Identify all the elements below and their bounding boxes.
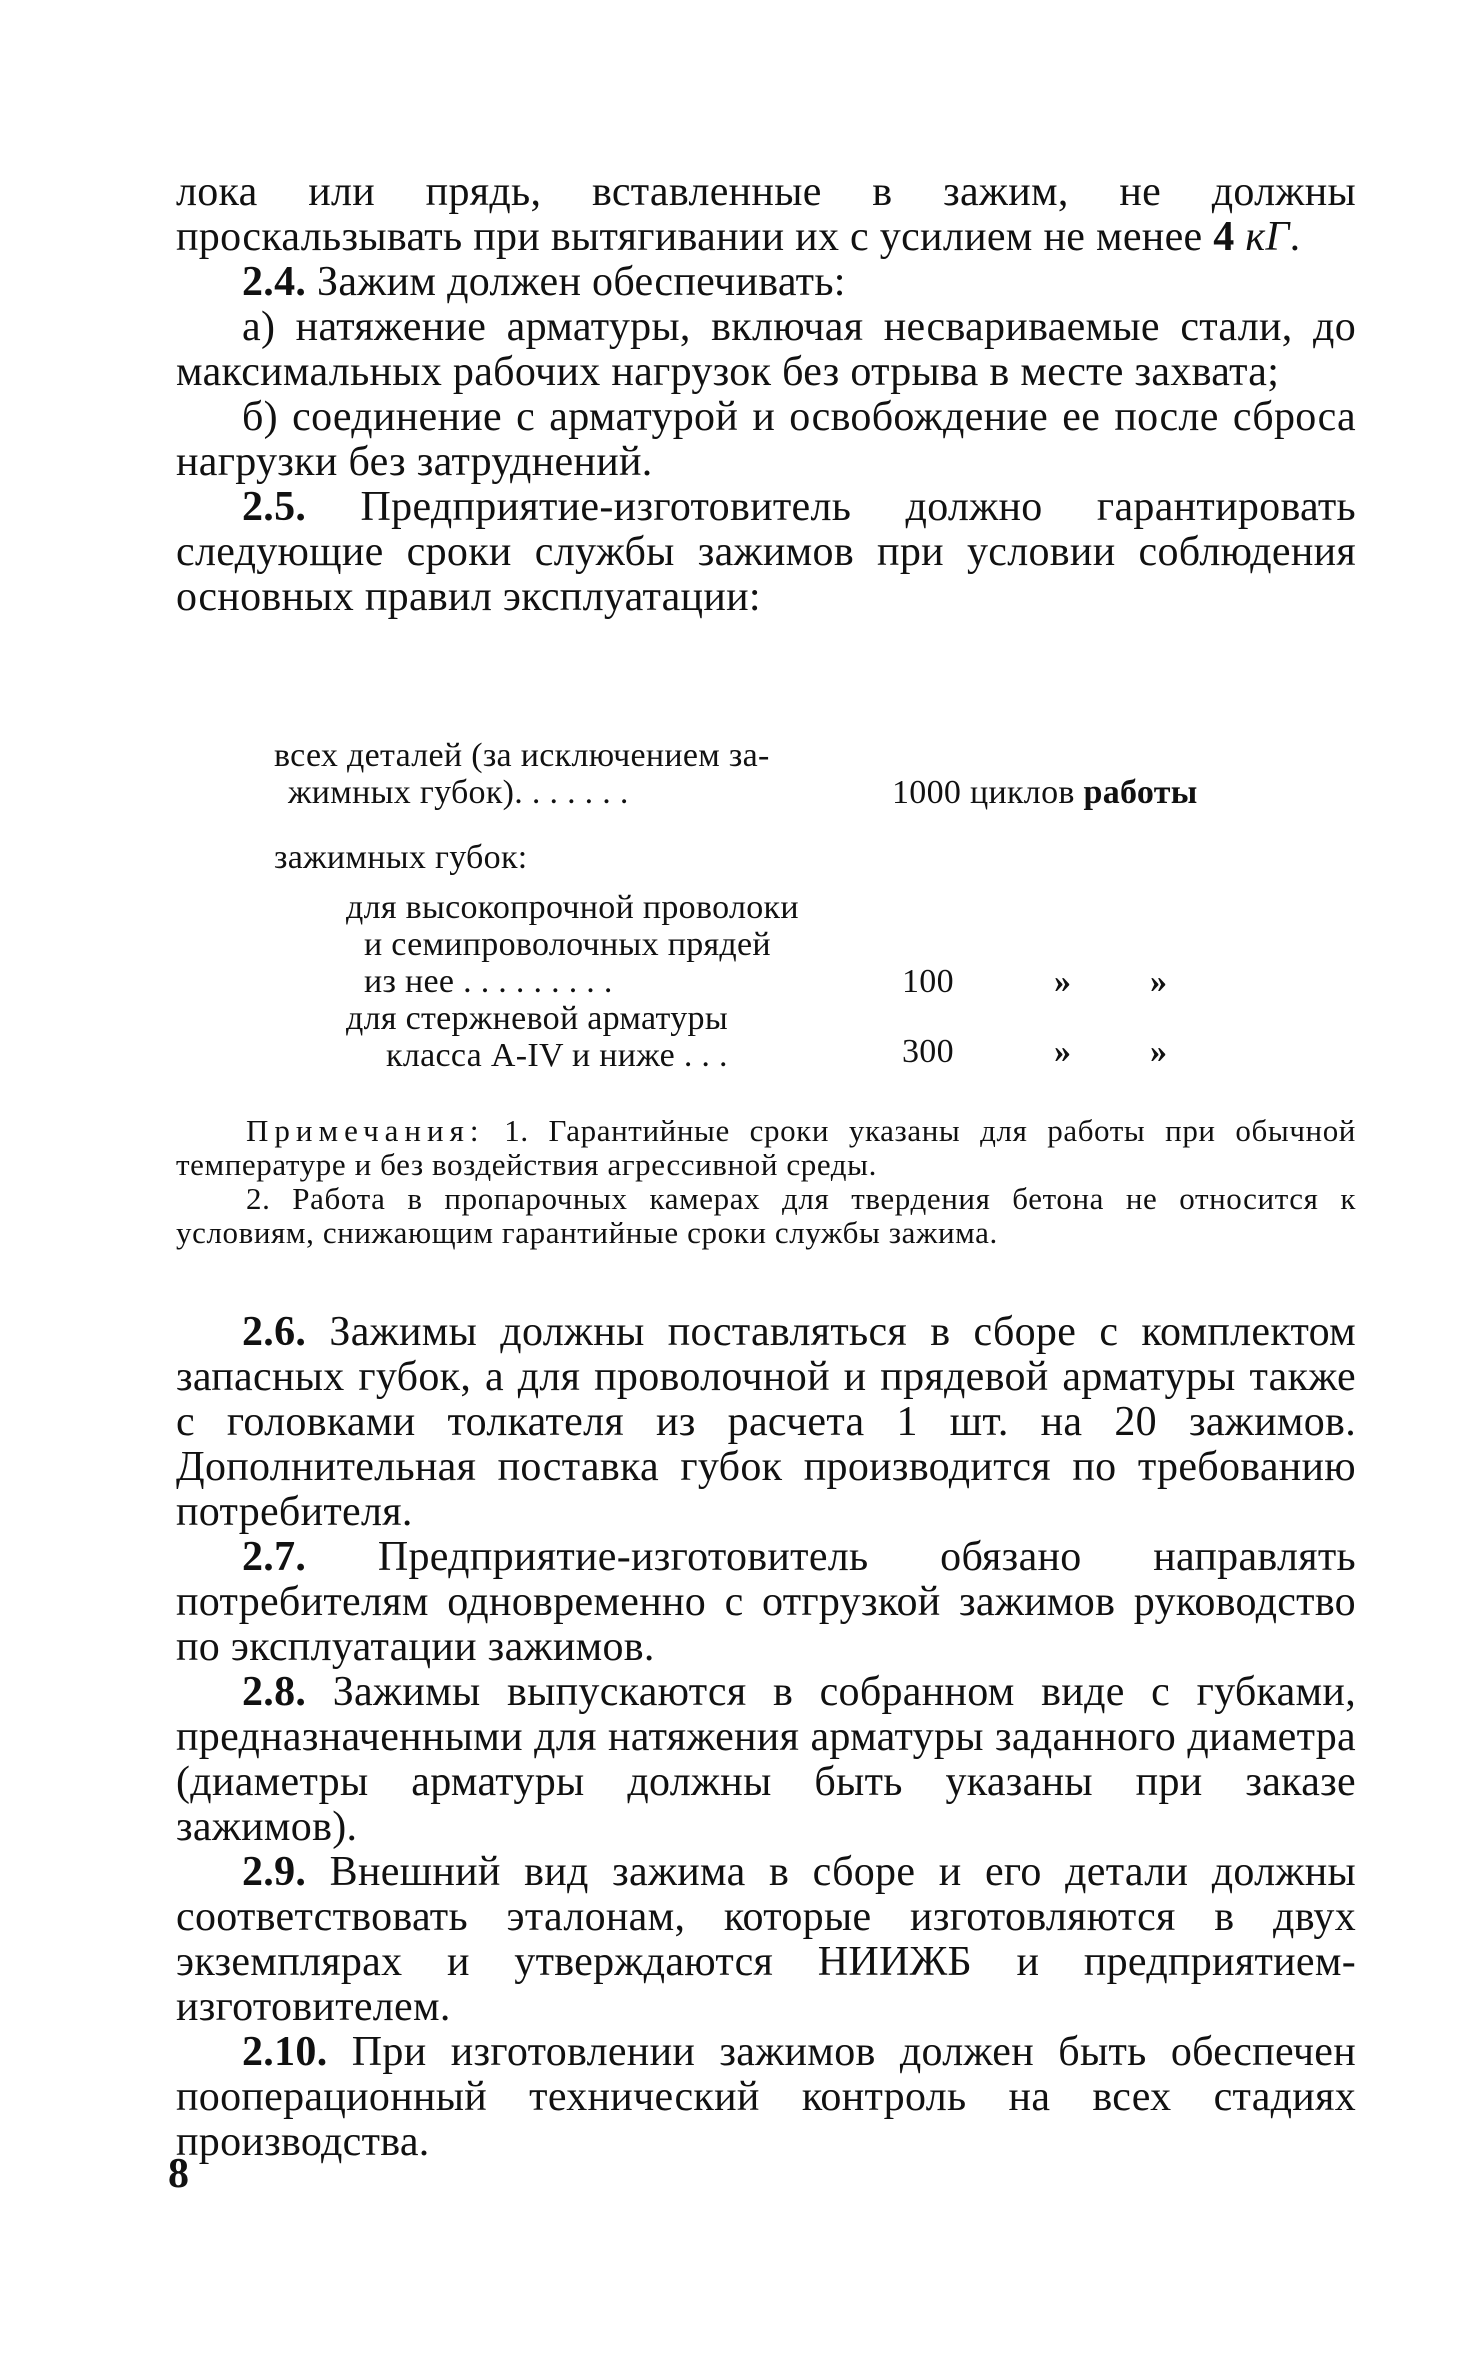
page-number: 8 [168, 2151, 189, 2197]
ditto-mark: » [1054, 1033, 1072, 1070]
paragraph-text: Предприятие-изготовитель должно гарантировать следующие сроки службы зажимов при условии соблюдения основных правил эксплуатации: [176, 484, 1356, 620]
table-row-4-number: 300 [902, 1033, 954, 1070]
item-b [176, 395, 1356, 485]
table-row-4-ditto-1 [1054, 1033, 1071, 1070]
table-row-3-label-c: из нее . . . . . . . . . [364, 963, 613, 1000]
body-text-top [176, 170, 1356, 620]
paragraph-text: Зажимы должны поставляться в сборе с комплектом запасных губок, а для проволочной и прядевой арматуры также с головками толкателя из расчета 1 шт. на 20 зажимов. Дополнительная поставка губок производится по требованию потребителя. [176, 1309, 1356, 1535]
table-row-3-ditto-2 [1150, 963, 1167, 1000]
table-row-1-label-a: всех деталей (за исключением за- [274, 737, 770, 774]
paragraph-number: 2.5. [242, 484, 307, 530]
note-1 [176, 1114, 1356, 1182]
table-row-3-ditto-1 [1054, 963, 1071, 1000]
paragraph-number: 2.7. [242, 1534, 307, 1580]
table-row-2 [274, 839, 528, 876]
table-row-4-line-2 [386, 1037, 728, 1074]
paragraph-2-8 [176, 1670, 1356, 1850]
paragraph-text: Предприятие-изготовитель обязано направлять потребителям одновременно с отгрузкой зажимов руководство по эксплуатации зажимов. [176, 1534, 1356, 1670]
paragraph-text: При изготовлении зажимов должен быть обеспечен пооперационный технический контроль на всех стадиях производства. [176, 2029, 1356, 2165]
table-row-1-value [892, 774, 1198, 811]
body-text-bottom [176, 1310, 1356, 2165]
paragraph-2-6 [176, 1310, 1356, 1535]
continued-paragraph [176, 170, 1356, 260]
force-value: 4 [1213, 214, 1235, 260]
paragraph-number: 2.9. [242, 1849, 307, 1895]
paragraph-text: Зажим должен обеспечивать: [317, 259, 846, 305]
table-row-3-number: 100 [902, 963, 954, 1000]
table-row-3-line-3 [364, 963, 613, 1000]
service-life-table [274, 737, 1274, 1074]
paragraph-text: Внешний вид зажима в сборе и его детали должны соответствовать эталонам, которые изготовляются в двух экземплярах и утверждаются НИИЖБ и предприятием-изготовителем. [176, 1849, 1356, 2030]
item-a [176, 305, 1356, 395]
table-row-3-line-2 [364, 926, 771, 963]
table-row-1-unit: работы [1083, 774, 1198, 811]
table-row-3-line-1 [346, 889, 799, 926]
table-row-1-number: 1000 циклов [892, 774, 1075, 811]
table-row-4-ditto-2 [1150, 1033, 1167, 1070]
item-b-text: б) соединение с арматурой и освобождение ее после сброса нагрузки без затруднений. [176, 394, 1356, 485]
paragraph-number: 2.6. [242, 1309, 307, 1355]
paragraph-2-5 [176, 485, 1356, 620]
note-2 [176, 1182, 1356, 1250]
note-2-text: 2. Работа в пропарочных камерах для твердения бетона не относится к условиям, снижающим гарантийные сроки службы зажима. [176, 1181, 1356, 1250]
paragraph-number: 2.10. [242, 2029, 328, 2075]
table-row-3-label-a: для высокопрочной проволоки [346, 889, 799, 926]
paragraph-2-4 [176, 260, 1356, 305]
table-row-3-label-b: и семипроволочных прядей [364, 926, 771, 963]
table-row-1-line-2 [288, 774, 629, 811]
table-row-4-label-b: класса А-IV и ниже . . . [386, 1037, 728, 1074]
table-row-4-line-1 [346, 1000, 728, 1037]
ditto-mark: » [1150, 1033, 1168, 1070]
table-row-4-label-a: для стержневой арматуры [346, 1000, 728, 1037]
table-row-1-label-b: жимных губок). . . . . . . [288, 774, 629, 811]
notes-label: Примечания: [246, 1113, 485, 1148]
paragraph-number: 2.8. [242, 1669, 307, 1715]
table-row-4-value [902, 1033, 954, 1070]
table-row-2-label: зажимных губок: [274, 839, 528, 876]
paragraph-2-10 [176, 2030, 1356, 2165]
continued-text: лока или прядь, вставленные в зажим, не должны проскальзывать при вытягивании их с усилием не менее [176, 169, 1356, 260]
note-1-text: 1. Гарантийные сроки указаны для работы при обычной температуре и без воздействия агрессивной среды. [176, 1113, 1356, 1182]
paragraph-2-9 [176, 1850, 1356, 2030]
table-row-1-line-1 [274, 737, 770, 774]
item-a-text: а) натяжение арматуры, включая несвариваемые стали, до максимальных рабочих нагрузок без отрыва в месте захвата; [176, 304, 1356, 395]
paragraph-2-7 [176, 1535, 1356, 1670]
notes-block [176, 1114, 1356, 1250]
force-unit: кГ [1245, 214, 1290, 260]
ditto-mark: » [1150, 963, 1168, 1000]
table-row-3-value [902, 963, 954, 1000]
sentence-end: . [1289, 214, 1301, 260]
paragraph-number: 2.4. [242, 259, 307, 305]
ditto-mark: » [1054, 963, 1072, 1000]
paragraph-text: Зажимы выпускаются в собранном виде с губками, предназначенными для натяжения арматуры заданного диаметра (диаметры арматуры должны быть указаны при заказе зажимов). [176, 1669, 1357, 1850]
